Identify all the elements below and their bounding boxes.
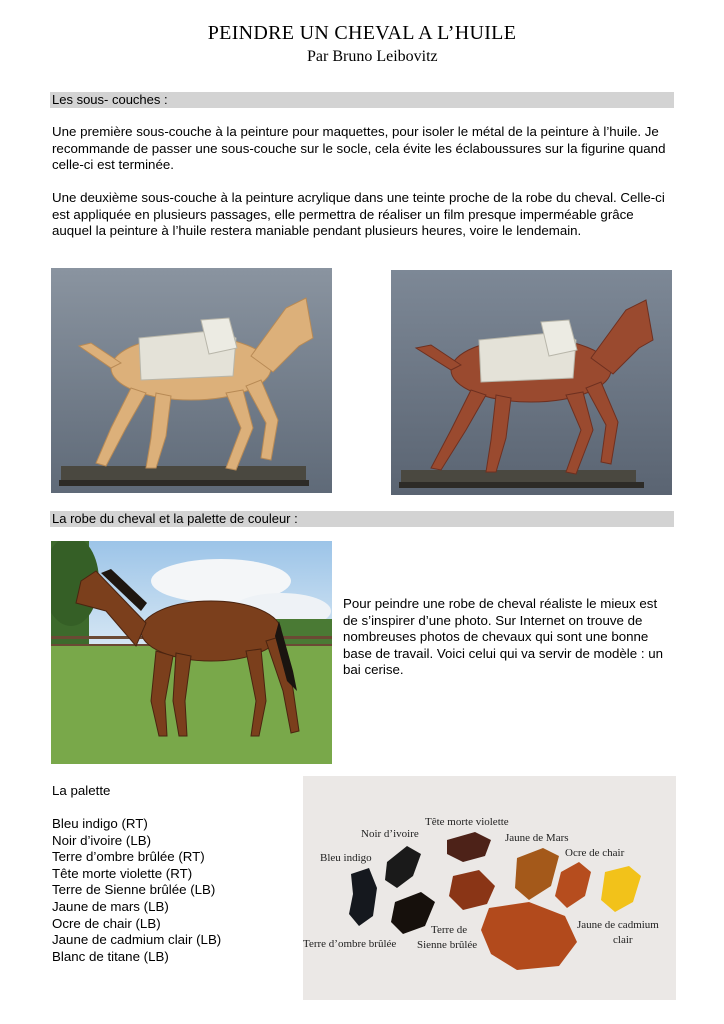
palette-heading: La palette [52,783,111,798]
palette-label-cadmium-1: Jaune de cadmium [577,919,659,931]
bay-horse-reference-photo [51,541,332,764]
list-item: Ocre de chair (LB) [52,915,161,931]
list-item: Jaune de cadmium clair (LB) [52,932,222,948]
list-item: Tête morte violette (RT) [52,865,193,881]
palette-label-ocre: Ocre de chair [565,847,625,859]
list-item: Noir d’ivoire (LB) [52,832,152,848]
list-item: Terre de Sienne brûlée (LB) [52,882,216,898]
undercoat-paragraph-2: Une deuxième sous-couche à la peinture acrylique dans une teinte proche de la robe du cheval. Celle-ci est appliquée en plusieurs passages, elle permettra de réaliser un film presque imperméable grâce auquel la peinture à l’huile restera maniable pendant plusieurs heures, voire le lendemain. [52,190,665,238]
palette-label-terre-ombre: Terre d’ombre brûlée [303,938,397,950]
palette-label-bleu: Bleu indigo [320,852,372,864]
palette-label-noir: Noir d’ivoire [361,828,419,840]
list-item: Blanc de titane (LB) [52,948,169,964]
reference-photo-paragraph: Pour peindre une robe de cheval réaliste le mieux est de s’inspirer d’une photo. Sur Internet on trouve de nombreuses photos de chevaux qui sont une bonne base de travail. Voici celui qui va servir de modèle : un bai cerise. [343,596,664,677]
list-item: Jaune de mars (LB) [52,898,169,914]
undercoat-horse-photo [391,270,672,495]
palette-photo [303,776,676,1000]
palette-color-list [52,816,221,965]
page-author: Par Bruno Leibovitz [307,48,438,65]
section-heading-undercoats: Les sous- couches : [50,92,674,108]
undercoat-paragraph-1: Une première sous-couche à la peinture pour maquettes, pour isoler le métal de la peinture à l’huile. Je recommande de passer une sous-couche sur le socle, cela évite les éclaboussures sur la figurine quand celle-ci est terminée. [52,124,666,172]
palette-label-terre-sienne-2: Sienne brûlée [417,939,478,951]
page-title: PEINDRE UN CHEVAL A L’HUILE [207,22,517,44]
palette-label-terre-sienne-1: Terre de [431,924,468,936]
section-heading-coat-palette: La robe du cheval et la palette de couleur : [50,511,674,527]
list-item: Bleu indigo (RT) [52,816,148,831]
list-item: Terre d’ombre brûlée (RT) [52,849,205,865]
palette-label-tete-morte: Tête morte violette [425,816,509,828]
primer-horse-photo [51,268,332,493]
palette-label-cadmium-2: clair [613,934,633,946]
palette-label-jaune-mars: Jaune de Mars [505,832,569,844]
